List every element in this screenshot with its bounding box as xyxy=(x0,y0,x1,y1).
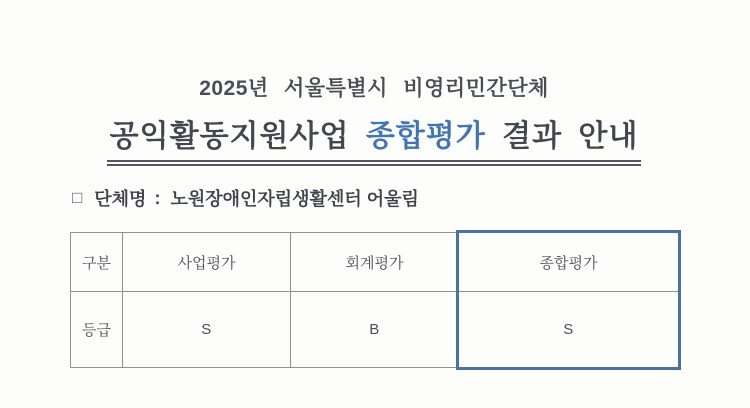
header-cell-accounting-eval: 회계평가 xyxy=(291,233,459,292)
grade-accounting-eval: B xyxy=(291,292,459,368)
title-line-1: 2025년 서울특별시 비영리민간단체 xyxy=(199,77,549,100)
header-cell-total-eval: 종합평가 xyxy=(459,233,679,292)
title-line-2-prefix: 공익활동지원사업 xyxy=(109,120,366,153)
square-bullet-icon: □ xyxy=(72,187,83,207)
title-line-2 xyxy=(107,111,642,166)
organization-label: 단체명 xyxy=(94,189,147,209)
title-line-2-highlight: 종합평가 xyxy=(365,120,486,153)
grade-business-eval: S xyxy=(123,292,291,368)
document-header xyxy=(70,72,678,166)
title-line-2-suffix: 결과 안내 xyxy=(485,120,639,153)
organization-line xyxy=(72,185,419,211)
evaluation-table-wrap xyxy=(70,232,679,368)
grade-total-eval: S xyxy=(459,292,679,368)
header-cell-category: 구분 xyxy=(71,233,123,292)
evaluation-table xyxy=(70,232,679,368)
organization-name: 노원장애인자립생활센터 어울림 xyxy=(170,189,419,209)
organization-separator: : xyxy=(154,187,161,208)
grade-row-label: 등급 xyxy=(71,292,123,368)
header-cell-business-eval: 사업평가 xyxy=(123,233,291,292)
title-line-2-wrap xyxy=(70,111,678,166)
table-grade-row xyxy=(71,292,679,368)
table-header-row xyxy=(71,233,679,292)
